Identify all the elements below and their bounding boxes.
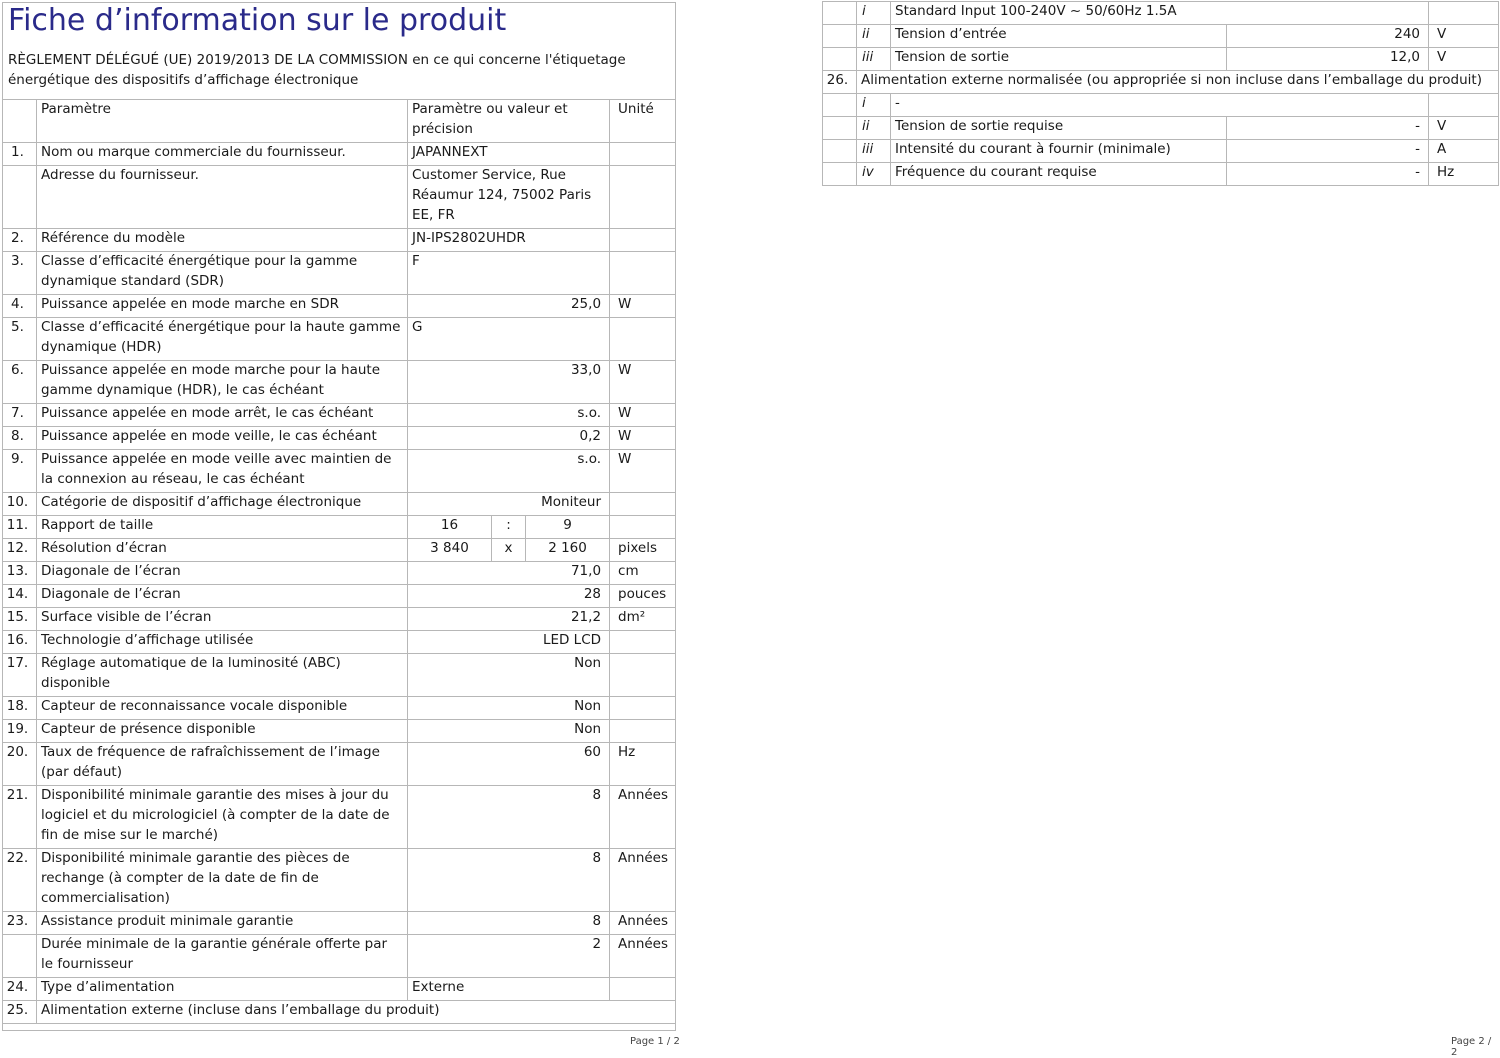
- sub-row-26-iv: [823, 163, 1499, 186]
- row-value: Externe: [408, 978, 610, 1001]
- row-unit: Hz: [1429, 163, 1499, 186]
- table-row: [3, 539, 677, 562]
- table-row: [3, 631, 677, 654]
- table-row: [3, 143, 677, 166]
- sub-row-26-i: [823, 94, 1499, 117]
- row-26: [823, 71, 1499, 94]
- row-label: Classe d’efficacité énergétique pour la haute gamme dynamique (HDR): [37, 318, 408, 361]
- row-unit: [610, 697, 676, 720]
- row-unit: W: [610, 427, 676, 450]
- row-number: 3.: [3, 252, 37, 295]
- row-label: Catégorie de dispositif d’affichage électronique: [37, 493, 408, 516]
- document-title: Fiche d’information sur le produit: [8, 3, 507, 38]
- row-value: G: [408, 318, 610, 361]
- table-row: [3, 654, 677, 697]
- row-unit: Hz: [610, 743, 676, 786]
- row-number: 22.: [3, 849, 37, 912]
- row-label: Référence du modèle: [37, 229, 408, 252]
- row-label: Intensité du courant à fournir (minimale): [891, 140, 1227, 163]
- row-value-sep: x: [492, 539, 526, 562]
- row-label: Taux de fréquence de rafraîchissement de l’image (par défaut): [37, 743, 408, 786]
- header-value: Paramètre ou valeur et précision: [408, 100, 610, 143]
- row-label: Puissance appelée en mode arrêt, le cas échéant: [37, 404, 408, 427]
- roman-numeral: iii: [857, 140, 891, 163]
- row-value: -: [1227, 163, 1429, 186]
- table-row: [3, 427, 677, 450]
- row-value: 0,2: [408, 427, 610, 450]
- sub-row-25-i: [823, 2, 1499, 25]
- indent-cell: [823, 140, 857, 163]
- table-row: [3, 608, 677, 631]
- unit-cell: [1429, 2, 1499, 25]
- row-value: 21,2: [408, 608, 610, 631]
- row-value: 33,0: [408, 361, 610, 404]
- header-num-cell: [3, 100, 37, 143]
- row-number: 11.: [3, 516, 37, 539]
- row-number: [3, 166, 37, 229]
- row-number: 23.: [3, 912, 37, 935]
- row-value: JAPANNEXT: [408, 143, 610, 166]
- row-value: 8: [408, 912, 610, 935]
- row-number: 9.: [3, 450, 37, 493]
- row-number: 14.: [3, 585, 37, 608]
- row-value: 28: [408, 585, 610, 608]
- row-number: 4.: [3, 295, 37, 318]
- row-unit: Années: [610, 849, 676, 912]
- row-label: Alimentation externe normalisée (ou appropriée si non incluse dans l’emballage du produit): [857, 71, 1499, 94]
- row-unit: A: [1429, 140, 1499, 163]
- row-unit: V: [1429, 117, 1499, 140]
- row-value: 240: [1227, 25, 1429, 48]
- roman-numeral: iv: [857, 163, 891, 186]
- row-label: Disponibilité minimale garantie des mises à jour du logiciel et du micrologiciel (à compter de la date de fin de mise sur le marché): [37, 786, 408, 849]
- row-number: 12.: [3, 539, 37, 562]
- row-number: [3, 935, 37, 978]
- table-row: [3, 1001, 677, 1024]
- table-row: [3, 229, 677, 252]
- row-value-a: 3 840: [408, 539, 492, 562]
- row-label: Tension de sortie: [891, 48, 1227, 71]
- row-label: Capteur de reconnaissance vocale disponible: [37, 697, 408, 720]
- row-number: 18.: [3, 697, 37, 720]
- table-row: [3, 912, 677, 935]
- row-label: Réglage automatique de la luminosité (ABC) disponible: [37, 654, 408, 697]
- row-label: Tension de sortie requise: [891, 117, 1227, 140]
- row-unit: [610, 493, 676, 516]
- row-value: 60: [408, 743, 610, 786]
- table-row: [3, 252, 677, 295]
- row-number: 2.: [3, 229, 37, 252]
- row-unit: [610, 978, 676, 1001]
- table-row: [3, 318, 677, 361]
- table-row: [3, 935, 677, 978]
- row-unit: pouces: [610, 585, 676, 608]
- row-value: -: [1227, 140, 1429, 163]
- indent-cell: [823, 48, 857, 71]
- row-unit: [610, 166, 676, 229]
- indent-cell: [823, 2, 857, 25]
- row-label: Assistance produit minimale garantie: [37, 912, 408, 935]
- header-param: Paramètre: [37, 100, 408, 143]
- row-unit: V: [1429, 25, 1499, 48]
- row-unit: W: [610, 361, 676, 404]
- roman-numeral: i: [857, 2, 891, 25]
- row-unit: V: [1429, 48, 1499, 71]
- regulation-subtitle: RÈGLEMENT DÉLÉGUÉ (UE) 2019/2013 DE LA COMMISSION en ce qui concerne l'étiquetage énergétique des dispositifs d’affichage électronique: [8, 52, 626, 88]
- row-unit: Années: [610, 935, 676, 978]
- row-number: 26.: [823, 71, 857, 94]
- roman-numeral: iii: [857, 48, 891, 71]
- row-unit: [610, 516, 676, 539]
- row-unit: W: [610, 295, 676, 318]
- sub-row-25-iii: [823, 48, 1499, 71]
- row-number: 7.: [3, 404, 37, 427]
- sub-row-26-ii: [823, 117, 1499, 140]
- product-info-table: [2, 99, 676, 1031]
- sub-row-26-iii: [823, 140, 1499, 163]
- row-label: Nom ou marque commerciale du fournisseur.: [37, 143, 408, 166]
- row-label: Puissance appelée en mode marche pour la haute gamme dynamique (HDR), le cas échéant: [37, 361, 408, 404]
- row-number: 24.: [3, 978, 37, 1001]
- roman-numeral: i: [857, 94, 891, 117]
- row-value: -: [1227, 117, 1429, 140]
- row-unit: [610, 720, 676, 743]
- row-number: 6.: [3, 361, 37, 404]
- page-number-1: Page 1 / 2: [630, 1036, 680, 1047]
- indent-cell: [823, 117, 857, 140]
- row-value: 8: [408, 849, 610, 912]
- row-unit: [610, 143, 676, 166]
- row-value: s.o.: [408, 450, 610, 493]
- psu-standard-input: Standard Input 100-240V ~ 50/60Hz 1.5A: [891, 2, 1429, 25]
- row-label: Puissance appelée en mode marche en SDR: [37, 295, 408, 318]
- row-label: Capteur de présence disponible: [37, 720, 408, 743]
- table-header-row: [3, 100, 677, 143]
- row-unit: [610, 631, 676, 654]
- unit-cell: [1429, 94, 1499, 117]
- row-value: -: [891, 94, 1429, 117]
- sub-row-25-ii: [823, 25, 1499, 48]
- table-row: [3, 978, 677, 1001]
- table-row: [3, 786, 677, 849]
- row-value: Moniteur: [408, 493, 610, 516]
- row-number: 1.: [3, 143, 37, 166]
- roman-numeral: ii: [857, 117, 891, 140]
- table-row: [3, 516, 677, 539]
- row-value-b: 9: [526, 516, 610, 539]
- row-value: Non: [408, 697, 610, 720]
- table-row: [3, 743, 677, 786]
- row-label: Tension d’entrée: [891, 25, 1227, 48]
- row-value: LED LCD: [408, 631, 610, 654]
- roman-numeral: ii: [857, 25, 891, 48]
- row-unit: pixels: [610, 539, 676, 562]
- row-value: F: [408, 252, 610, 295]
- row-label: Adresse du fournisseur.: [37, 166, 408, 229]
- row-unit: [610, 252, 676, 295]
- row-label: Fréquence du courant requise: [891, 163, 1227, 186]
- product-info-table-page-2: [822, 1, 1498, 186]
- row-value-sep: :: [492, 516, 526, 539]
- table-row: [3, 450, 677, 493]
- row-value-b: 2 160: [526, 539, 610, 562]
- table-row: [3, 697, 677, 720]
- row-number: 25.: [3, 1001, 37, 1024]
- indent-cell: [823, 94, 857, 117]
- table-row: [3, 404, 677, 427]
- row-number: 17.: [3, 654, 37, 697]
- table-row: [3, 720, 677, 743]
- row-unit: W: [610, 404, 676, 427]
- row-number: 16.: [3, 631, 37, 654]
- row-unit: [610, 318, 676, 361]
- row-unit: Années: [610, 912, 676, 935]
- indent-cell: [823, 25, 857, 48]
- row-number: 21.: [3, 786, 37, 849]
- row-value: s.o.: [408, 404, 610, 427]
- row-value-a: 16: [408, 516, 492, 539]
- row-number: 5.: [3, 318, 37, 361]
- row-value: 8: [408, 786, 610, 849]
- row-number: 13.: [3, 562, 37, 585]
- row-value: Non: [408, 654, 610, 697]
- table-row: [3, 585, 677, 608]
- table-row: [3, 849, 677, 912]
- row-number: 20.: [3, 743, 37, 786]
- page-number-2: Page 2 / 2: [1451, 1036, 1492, 1058]
- row-label: Type d’alimentation: [37, 978, 408, 1001]
- header-unit: Unité: [610, 100, 676, 143]
- row-number: 19.: [3, 720, 37, 743]
- row-label: Durée minimale de la garantie générale offerte par le fournisseur: [37, 935, 408, 978]
- row-label: Diagonale de l’écran: [37, 585, 408, 608]
- row-unit: cm: [610, 562, 676, 585]
- row-unit: Années: [610, 786, 676, 849]
- row-unit: W: [610, 450, 676, 493]
- row-unit: [610, 654, 676, 697]
- row-label: Diagonale de l’écran: [37, 562, 408, 585]
- row-unit: [610, 229, 676, 252]
- row-label: Puissance appelée en mode veille avec maintien de la connexion au réseau, le cas échéant: [37, 450, 408, 493]
- row-label: Puissance appelée en mode veille, le cas échéant: [37, 427, 408, 450]
- indent-cell: [823, 163, 857, 186]
- table-row: [3, 295, 677, 318]
- row-label: Technologie d’affichage utilisée: [37, 631, 408, 654]
- row-number: 8.: [3, 427, 37, 450]
- row-label: Surface visible de l’écran: [37, 608, 408, 631]
- table-row: [3, 361, 677, 404]
- row-number: 15.: [3, 608, 37, 631]
- row-number: 10.: [3, 493, 37, 516]
- row-label: Alimentation externe (incluse dans l’emballage du produit): [37, 1001, 677, 1024]
- row-value: JN-IPS2802UHDR: [408, 229, 610, 252]
- row-value: 71,0: [408, 562, 610, 585]
- row-label: Résolution d’écran: [37, 539, 408, 562]
- row-label: Disponibilité minimale garantie des pièces de rechange (à compter de la date de fin de commercialisation): [37, 849, 408, 912]
- table-row: [3, 493, 677, 516]
- row-label: Rapport de taille: [37, 516, 408, 539]
- row-value: Non: [408, 720, 610, 743]
- table-row: [3, 562, 677, 585]
- table-row: [3, 166, 677, 229]
- row-value: 25,0: [408, 295, 610, 318]
- row-value: Customer Service, Rue Réaumur 124, 75002 Paris EE, FR: [408, 166, 610, 229]
- row-value: 12,0: [1227, 48, 1429, 71]
- row-unit: dm²: [610, 608, 676, 631]
- row-label: Classe d’efficacité énergétique pour la gamme dynamique standard (SDR): [37, 252, 408, 295]
- row-value: 2: [408, 935, 610, 978]
